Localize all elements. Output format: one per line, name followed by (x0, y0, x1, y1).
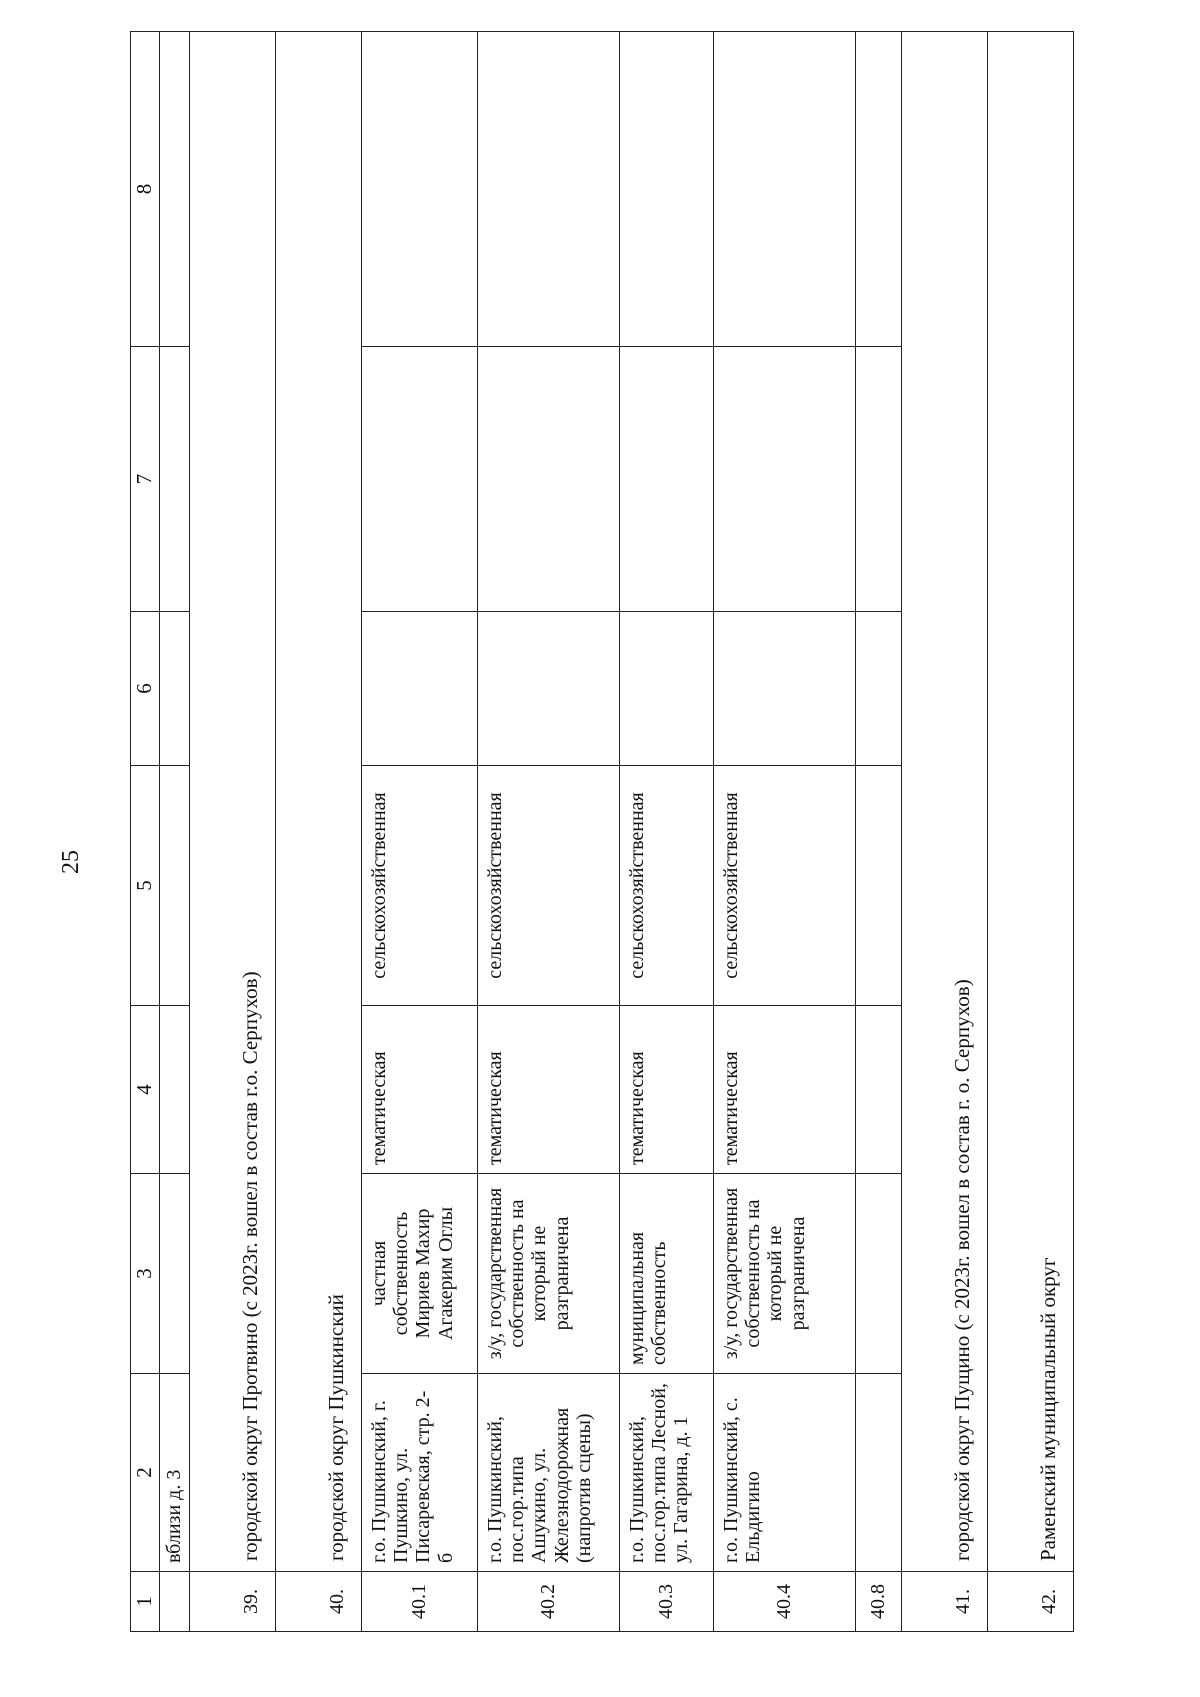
table-row (361, 32, 477, 1632)
rotated-page-content (58, 32, 1160, 1632)
section-title: городской округ Пушкинский (275, 32, 361, 1572)
header-col-7: 7 (131, 347, 160, 612)
section-number: 42. (987, 1572, 1073, 1632)
empty-cell (855, 32, 901, 347)
empty-cell (361, 347, 477, 612)
header-row (131, 32, 160, 1632)
ownership-cell: муниципальная собственность (619, 1174, 713, 1374)
page-number: 25 (58, 850, 84, 874)
empty-cell (361, 32, 477, 347)
address-cell: г.о. Пушкинский, пос.гор.типа Ашукино, ул. Железнодорожная (напротив сцены) (477, 1374, 619, 1572)
section-row (901, 32, 987, 1632)
header-col-6: 6 (131, 612, 160, 766)
row-number: 40.3 (619, 1572, 713, 1632)
header-col-1: 1 (131, 1572, 160, 1632)
type-cell: тематическая (361, 1006, 477, 1174)
empty-cell (619, 612, 713, 766)
address-cell: г.о. Пушкинский, пос.гор.типа Лесной, ул. Гагарина, д. 1 (619, 1374, 713, 1572)
registry-table (130, 31, 1074, 1632)
section-number: 39. (189, 1572, 275, 1632)
empty-cell (713, 612, 855, 766)
section-row (987, 32, 1073, 1632)
header-col-8: 8 (131, 32, 160, 347)
category-cell: сельскохозяйственная (619, 766, 713, 1006)
empty-cell (713, 347, 855, 612)
row-number (159, 1572, 189, 1632)
section-title: городской округ Протвино (с 2023г. вошел в состав г.о. Серпухов) (189, 32, 275, 1572)
row-number: 40.8 (855, 1572, 901, 1632)
table-row (619, 32, 713, 1632)
table-row (855, 32, 901, 1632)
section-row (189, 32, 275, 1632)
section-title: Раменский муниципальный округ (987, 32, 1073, 1572)
empty-cell (855, 612, 901, 766)
section-number: 40. (275, 1572, 361, 1632)
empty-cell (159, 766, 189, 1006)
empty-cell (619, 32, 713, 347)
section-row (275, 32, 361, 1632)
row-number: 40.2 (477, 1572, 619, 1632)
empty-cell (855, 347, 901, 612)
empty-cell (361, 612, 477, 766)
address-cell: вблизи д. 3 (159, 1374, 189, 1572)
empty-cell (159, 1006, 189, 1174)
empty-cell (855, 1174, 901, 1374)
empty-cell (159, 32, 189, 347)
address-cell: г.о. Пушкинский, с. Ельдигино (713, 1374, 855, 1572)
empty-cell (619, 347, 713, 612)
empty-cell (159, 347, 189, 612)
empty-cell (855, 766, 901, 1006)
section-number: 41. (901, 1572, 987, 1632)
table-row (713, 32, 855, 1632)
section-title: городской округ Пущино (с 2023г. вошел в состав г. о. Серпухов) (901, 32, 987, 1572)
header-col-2: 2 (131, 1374, 160, 1572)
empty-cell (159, 612, 189, 766)
empty-cell (159, 1174, 189, 1374)
empty-cell (855, 1374, 901, 1572)
empty-cell (477, 347, 619, 612)
empty-cell (855, 1006, 901, 1174)
row-number: 40.1 (361, 1572, 477, 1632)
table-row (477, 32, 619, 1632)
continued-row (159, 32, 189, 1632)
empty-cell (477, 32, 619, 347)
header-col-4: 4 (131, 1006, 160, 1174)
type-cell: тематическая (619, 1006, 713, 1174)
category-cell: сельскохозяйственная (361, 766, 477, 1006)
header-col-3: 3 (131, 1174, 160, 1374)
row-number: 40.4 (713, 1572, 855, 1632)
ownership-cell: частная собственность Мириев Махир Агакерим Оглы (361, 1174, 477, 1374)
category-cell: сельскохозяйственная (713, 766, 855, 1006)
empty-cell (477, 612, 619, 766)
empty-cell (713, 32, 855, 347)
ownership-cell: з/у, государственная собственность на который не разграничена (477, 1174, 619, 1374)
address-cell: г.о. Пушкинский, г. Пушкино, ул. Писаревская, стр. 2-б (361, 1374, 477, 1572)
type-cell: тематическая (477, 1006, 619, 1174)
category-cell: сельскохозяйственная (477, 766, 619, 1006)
ownership-cell: з/у, государственная собственность на который не разграничена (713, 1174, 855, 1374)
type-cell: тематическая (713, 1006, 855, 1174)
header-col-5: 5 (131, 766, 160, 1006)
